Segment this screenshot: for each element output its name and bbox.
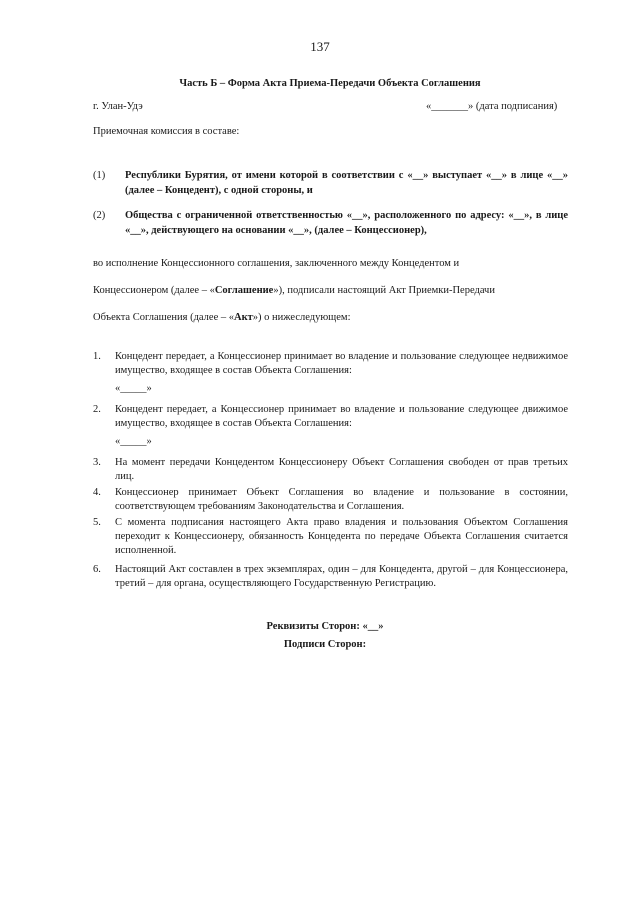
party-number: (1) (93, 170, 106, 181)
item-text: Концедент передает, а Концессионер принимает во владение и пользование следующее недвижимое имущество, входящее в состав Объекта Соглашения: (115, 351, 568, 376)
intro-line-3: Объекта Соглашения (далее – «Акт») о нижеследующем: (93, 312, 351, 323)
item-text: Концедент передает, а Концессионер принимает во владение и пользование следующее движимое имущество, входящее в состав Объекта Соглашения: (115, 404, 568, 429)
list-item-2 (93, 403, 568, 431)
list-item-3 (93, 456, 568, 484)
list-item-4 (93, 486, 568, 514)
document-title: Часть Б – Форма Акта Приема-Передачи Объекта Соглашения (179, 78, 481, 89)
item-text: На момент передачи Концедентом Концессионеру Объект Соглашения свободен от прав третьих лиц. (115, 457, 568, 482)
item-blank: «_____» (115, 383, 152, 394)
act-term: Акт (234, 312, 253, 323)
party-1 (93, 168, 568, 198)
intro-line-2: Концессионером (далее – «Соглашение»), подписали настоящий Акт Приемки-Передачи (93, 285, 495, 296)
item-text: Настоящий Акт составлен в трех экземплярах, один – для Концедента, другой – для Концессионера, третий – для органа, осуществляющего Государственную Регистрацию. (115, 564, 568, 589)
item-blank: «_____» (115, 436, 152, 447)
item-number: 3. (93, 457, 101, 468)
requisites-heading: Реквизиты Сторон: «__» (266, 621, 384, 632)
list-item-6 (93, 563, 568, 591)
item-text: Концессионер принимает Объект Соглашения во владение и пользование в состоянии, соответствующем требованиям Законодательства и Соглашения. (115, 487, 568, 512)
commission-intro: Приемочная комиссия в составе: (93, 126, 240, 137)
item-text: С момента подписания настоящего Акта право владения и пользования Объектом Соглашения переходит к Концессионеру, обязанность Концедента по передаче Объекта Соглашения считается исполненной. (115, 517, 568, 556)
list-item-1 (93, 350, 568, 378)
party-number: (2) (93, 210, 106, 221)
agreement-term: Соглашение (214, 285, 274, 296)
party-text: Республики Бурятия, от имени которой в соответствии с «__» выступает «__» в лице «__» (далее – Концедент), с одной стороны, и (125, 170, 568, 196)
page-number: 137 (310, 39, 330, 54)
place: г. Улан-Удэ (93, 101, 143, 112)
item-number: 6. (93, 564, 101, 575)
item-number: 1. (93, 351, 101, 362)
party-text: Общества с ограниченной ответственностью «__», расположенного по адресу: «__», в лице «__», действующего на основании «__», (далее – Концессионер), (125, 210, 568, 236)
party-2 (93, 208, 568, 238)
signatures-heading: Подписи Сторон: (283, 639, 367, 650)
intro-line-1: во исполнение Концессионного соглашения, заключенного между Концедентом и (93, 258, 460, 269)
list-item-5 (93, 516, 568, 558)
item-number: 4. (93, 487, 101, 498)
item-number: 5. (93, 517, 101, 528)
item-number: 2. (93, 404, 101, 415)
date-field: «_______» (дата подписания) (426, 101, 558, 112)
